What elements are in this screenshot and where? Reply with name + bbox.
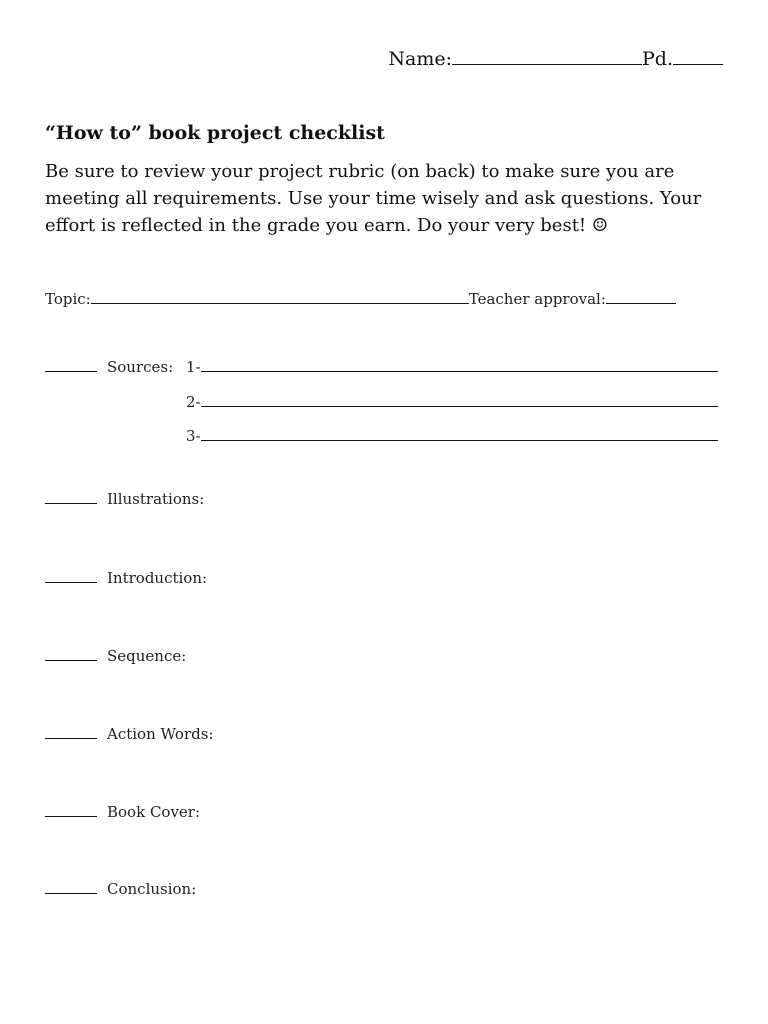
- source-number: 3-: [186, 427, 201, 445]
- checklist-item-illustrations: [45, 490, 204, 508]
- check-blank[interactable]: [45, 491, 97, 504]
- checklist-item-action-words: [45, 725, 213, 743]
- item-label: Sequence:: [107, 647, 187, 665]
- item-label: Book Cover:: [107, 803, 201, 821]
- source-line-2: [186, 393, 718, 411]
- intro-paragraph: Be sure to review your project rubric (on back) to make sure you are meeting all requirements. Use your time wisely and ask questions. Your effort is reflected in the grade you earn. Do your very best! ☺: [45, 161, 702, 236]
- checklist-item-conclusion: [45, 880, 196, 898]
- checklist-item-book-cover: [45, 803, 200, 821]
- item-label: Action Words:: [107, 725, 214, 743]
- teacher-approval-label: Teacher approval:: [468, 290, 606, 308]
- check-blank[interactable]: [45, 726, 97, 739]
- teacher-approval-blank[interactable]: [606, 291, 676, 304]
- check-blank[interactable]: [45, 881, 97, 894]
- source-line-1: [186, 358, 718, 376]
- period-label: Pd.: [642, 48, 673, 70]
- source-blank[interactable]: [201, 428, 718, 441]
- topic-label: Topic:: [45, 290, 91, 308]
- check-blank[interactable]: [45, 648, 97, 661]
- source-number: 1-: [186, 358, 201, 376]
- check-blank[interactable]: [45, 570, 97, 583]
- checklist-item-sequence: [45, 647, 186, 665]
- name-label: Name:: [388, 48, 452, 70]
- item-label: Illustrations:: [107, 490, 205, 508]
- source-blank[interactable]: [201, 394, 718, 407]
- sources-check-blank[interactable]: [45, 359, 97, 372]
- sources-label: Sources:: [107, 358, 174, 376]
- topic-line: [45, 290, 676, 308]
- page-title: “How to” book project checklist: [45, 122, 385, 144]
- checklist-item-introduction: [45, 569, 207, 587]
- name-blank[interactable]: [452, 52, 642, 65]
- period-blank[interactable]: [673, 52, 723, 65]
- source-blank[interactable]: [201, 359, 718, 372]
- item-label: Conclusion:: [107, 880, 197, 898]
- name-period-line: [388, 48, 723, 70]
- source-number: 2-: [186, 393, 201, 411]
- source-line-3: [186, 427, 718, 445]
- topic-blank[interactable]: [91, 291, 469, 304]
- check-blank[interactable]: [45, 804, 97, 817]
- item-label: Introduction:: [107, 569, 208, 587]
